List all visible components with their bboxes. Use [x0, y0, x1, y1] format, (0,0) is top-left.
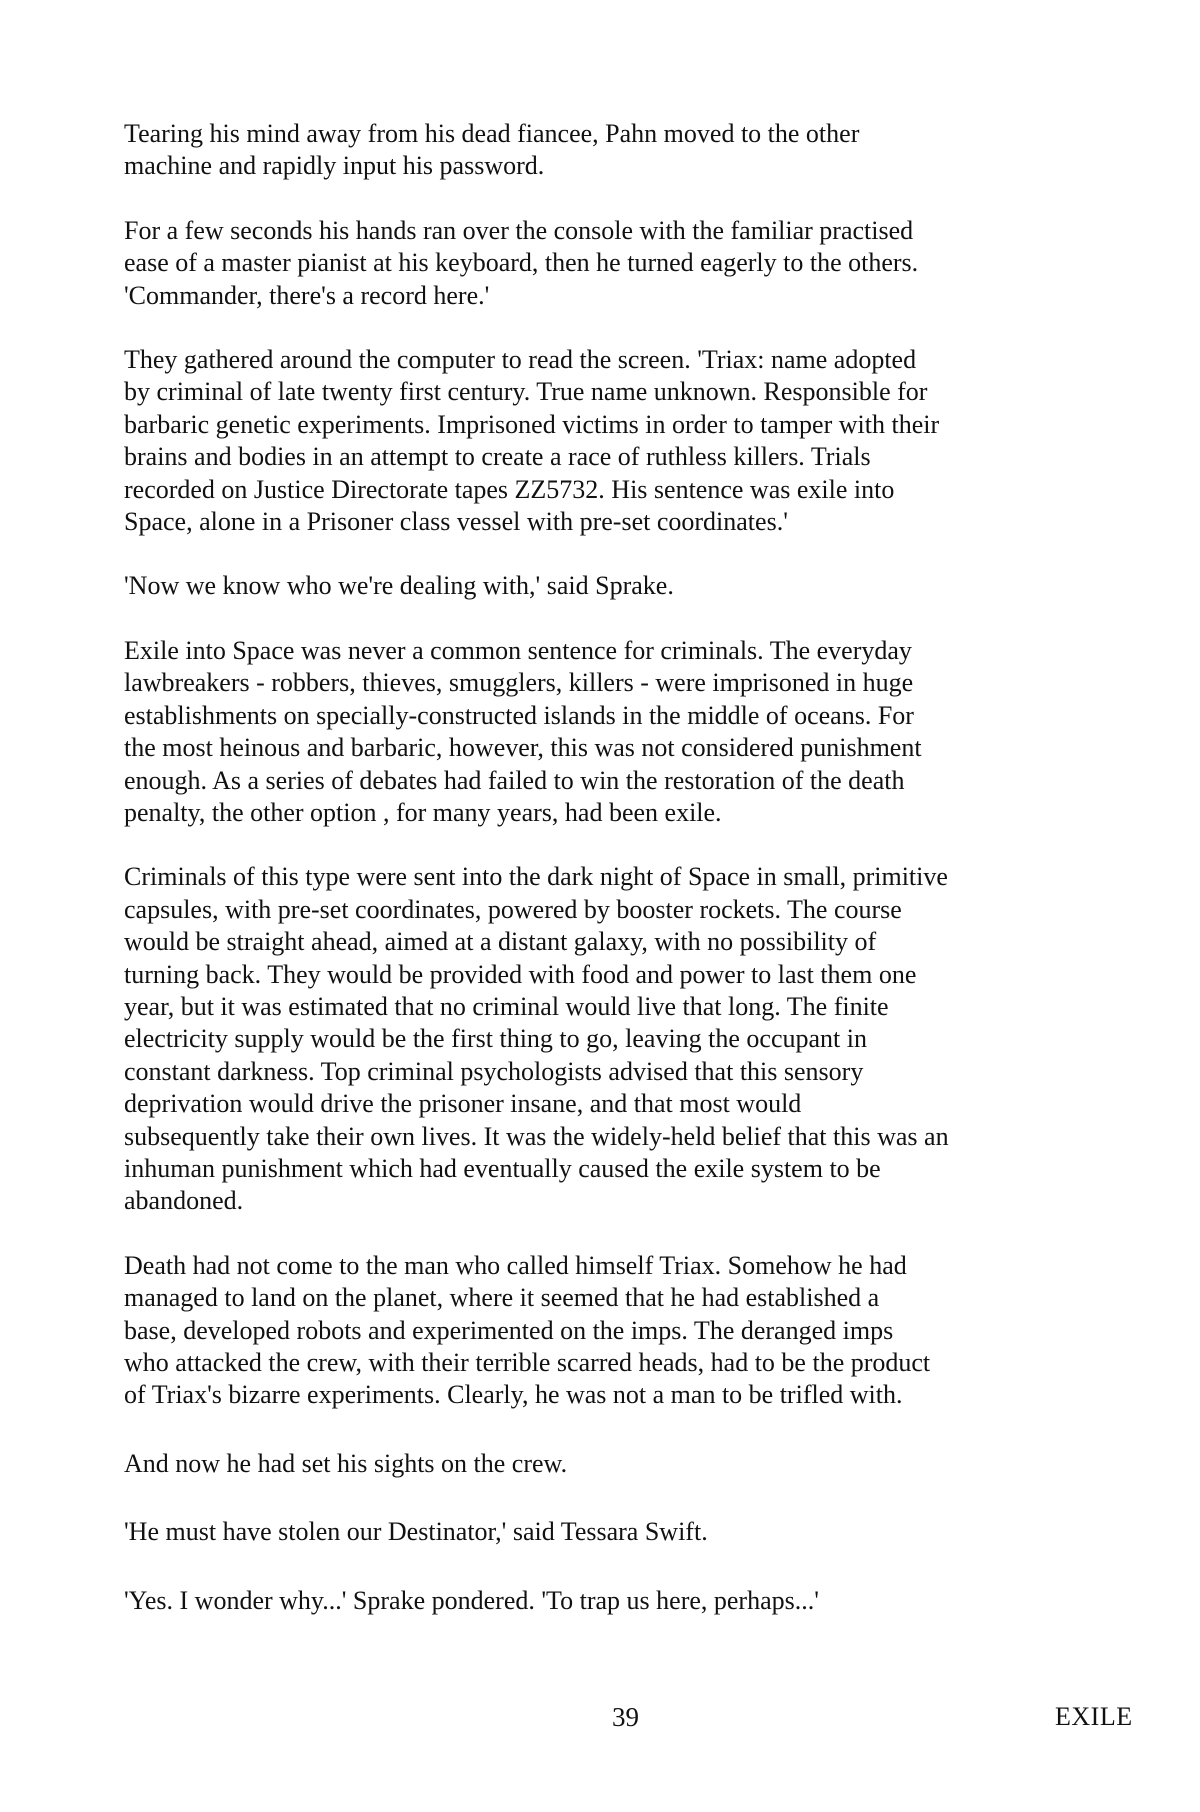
- text-line: the most heinous and barbaric, however, this was not considered punishment: [124, 733, 922, 763]
- paragraph: [124, 1250, 1124, 1412]
- text-line: enough. As a series of debates had failed to win the restoration of the death: [124, 765, 905, 795]
- text-line: who attacked the crew, with their terrible scarred heads, had to be the product: [124, 1348, 931, 1377]
- text-line: And now he had set his sights on the crew.: [124, 1448, 568, 1478]
- text-line: Exile into Space was never a common sentence for criminals. The everyday: [124, 635, 912, 665]
- text-line: establishments on specially-constructed islands in the middle of oceans. For: [124, 700, 914, 730]
- text-line: managed to land on the planet, where it seemed that he had established a: [124, 1283, 880, 1313]
- text-line: deprivation would drive the prisoner insane, and that most would: [124, 1089, 802, 1119]
- text-line: abandoned.: [124, 1186, 244, 1216]
- text-line: inhuman punishment which had eventually caused the exile system to be: [124, 1153, 881, 1183]
- text-line: would be straight ahead, aimed at a distant galaxy, with no possibility of: [124, 927, 877, 957]
- text-line: of Triax's bizarre experiments. Clearly, he was not a man to be trifled with.: [124, 1380, 903, 1410]
- running-footer-title: EXILE: [1055, 1702, 1133, 1731]
- text-line: machine and rapidly input his password.: [124, 151, 545, 181]
- text-line: penalty, the other option , for many years, had been exile.: [124, 797, 722, 827]
- text-line: subsequently take their own lives. It was the widely-held belief that this was an: [124, 1121, 949, 1151]
- text-line: 'Now we know who we're dealing with,' said Sprake.: [124, 571, 674, 601]
- paragraph: [124, 861, 1124, 1217]
- text-line: barbaric genetic experiments. Imprisoned victims in order to tamper with their: [124, 409, 940, 439]
- text-line: turning back. They would be provided with food and power to last them one: [124, 959, 917, 989]
- text-line: 'He must have stolen our Destinator,' said Tessara Swift.: [124, 1517, 708, 1547]
- page-number: 39: [612, 1702, 639, 1732]
- text-line: year, but it was estimated that no criminal would live that long. The finite: [124, 991, 889, 1021]
- text-line: Space, alone in a Prisoner class vessel with pre-set coordinates.': [124, 507, 788, 537]
- text-line: For a few seconds his hands ran over the console with the familiar practised: [124, 215, 914, 245]
- paragraph: [124, 1448, 1124, 1480]
- text-line: electricity supply would be the first thing to go, leaving the occupant in: [124, 1024, 867, 1054]
- text-line: by criminal of late twenty first century. True name unknown. Responsible for: [124, 377, 928, 407]
- text-line: 'Commander, there's a record here.': [124, 280, 490, 310]
- paragraph: [124, 635, 1124, 829]
- paragraph: [124, 1516, 1124, 1548]
- text-line: constant darkness. Top criminal psychologists advised that this sensory: [124, 1056, 864, 1086]
- text-line: Criminals of this type were sent into the dark night of Space in small, primitive: [124, 862, 948, 892]
- text-line: capsules, with pre-set coordinates, powered by booster rockets. The course: [124, 894, 902, 924]
- body-text: [124, 118, 1124, 1617]
- text-line: They gathered around the computer to read the screen. 'Triax: name adopted: [124, 345, 917, 375]
- text-line: ease of a master pianist at his keyboard, then he turned eagerly to the others.: [124, 248, 919, 278]
- text-line: Tearing his mind away from his dead fiancee, Pahn moved to the other: [124, 119, 860, 148]
- text-line: lawbreakers - robbers, thieves, smugglers, killers - were imprisoned in huge: [124, 668, 914, 698]
- paragraph: [124, 570, 1124, 602]
- paragraph: [124, 215, 1124, 312]
- text-line: brains and bodies in an attempt to create a race of ruthless killers. Trials: [124, 442, 871, 472]
- text-line: recorded on Justice Directorate tapes ZZ5732. His sentence was exile into: [124, 474, 895, 504]
- paragraph: [124, 344, 1124, 538]
- text-line: base, developed robots and experimented on the imps. The deranged imps: [124, 1315, 894, 1345]
- paragraph: [124, 1585, 1124, 1617]
- text-line: 'Yes. I wonder why...' Sprake pondered. 'To trap us here, perhaps...': [124, 1585, 819, 1615]
- text-line: Death had not come to the man who called himself Triax. Somehow he had: [124, 1250, 907, 1280]
- paragraph: [124, 118, 1124, 183]
